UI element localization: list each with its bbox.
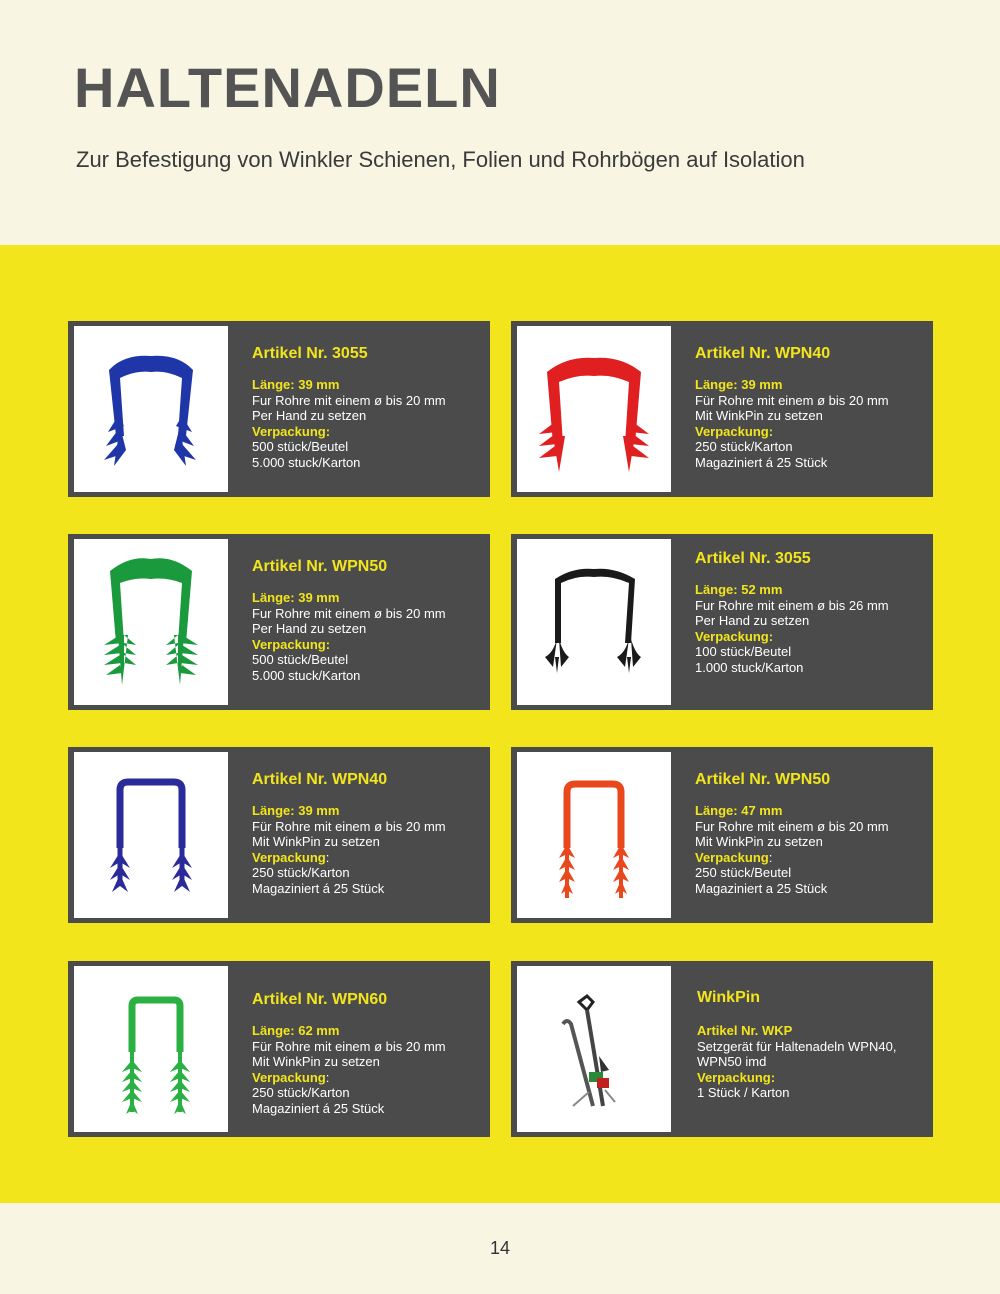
card-pack1: 250 stück/Karton <box>252 1085 350 1101</box>
blue-staple-icon <box>74 752 228 918</box>
card-pack-label: Verpackung: <box>695 423 774 439</box>
card-length: Länge: 52 mm <box>695 582 783 597</box>
page-number: 14 <box>489 1238 511 1258</box>
card-length: Länge: 39 mm <box>252 803 340 818</box>
card-pack2: 1.000 stuck/Karton <box>695 659 804 675</box>
card-pack2: 5.000 stuck/Karton <box>252 454 361 470</box>
card-line2: Mit WinkPin zu setzen <box>695 408 823 424</box>
card-heading: Artikel Nr. 3055 <box>695 550 811 567</box>
card-line2: Mit WinkPin zu setzen <box>252 1054 380 1070</box>
card-pack2: 5.000 stuck/Karton <box>252 667 361 683</box>
card-pack1: 500 stück/Beutel <box>252 652 349 668</box>
card-line2: Mit WinkPin zu setzen <box>695 834 823 850</box>
card-pack1: 1 Stück / Karton <box>697 1085 790 1101</box>
product-image <box>517 326 671 492</box>
card-line1: Fur Rohre mit einem ø bis 20 mm <box>252 392 446 408</box>
product-image <box>517 966 671 1132</box>
card-line1: Für Rohre mit einem ø bis 20 mm <box>252 1038 446 1054</box>
card-pack-label: Verpackung: <box>695 628 774 644</box>
card-pack2: Magaziniert á 25 Stück <box>695 454 828 470</box>
product-image <box>74 752 228 918</box>
card-heading: Artikel Nr. WPN60 <box>252 991 388 1008</box>
card-length: Länge: 39 mm <box>695 377 783 392</box>
product-card-3055-black <box>511 534 933 710</box>
green-staple-icon <box>74 966 228 1132</box>
card-pack-label: Verpackung <box>252 1069 326 1085</box>
card-pack1: 100 stück/Beutel <box>695 644 792 660</box>
page-title: HALTENADELN <box>74 56 501 119</box>
card-line1: Fur Rohre mit einem ø bis 20 mm <box>252 605 446 621</box>
card-length: Länge: 39 mm <box>252 377 340 392</box>
card-pack-label: Verpackung: <box>252 423 331 439</box>
card-pack-colon: : <box>768 849 773 865</box>
card-pack2: Magaziniert á 25 Stück <box>252 880 385 896</box>
card-length: Länge: 62 mm <box>252 1023 340 1038</box>
card-pack2: Magaziniert a 25 Stück <box>695 880 828 896</box>
card-heading: Artikel Nr. WPN50 <box>252 558 388 575</box>
black-clip-icon <box>517 539 671 705</box>
card-line1: Fur Rohre mit einem ø bis 20 mm <box>695 818 889 834</box>
green-clip-icon <box>74 539 228 705</box>
page-subtitle: Zur Befestigung von Winkler Schienen, Folien und Rohrbögen auf Isolation <box>76 147 805 172</box>
product-card-3055-blue <box>68 321 490 497</box>
card-length: Länge: 39 mm <box>252 590 340 605</box>
card-line1: Fur Rohre mit einem ø bis 26 mm <box>695 597 889 613</box>
card-pack-label: Verpackung <box>252 849 326 865</box>
card-pack1: 250 stück/Beutel <box>695 865 792 881</box>
product-image <box>74 966 228 1132</box>
card-pack1: 250 stück/Karton <box>695 439 793 455</box>
card-pack-colon: : <box>325 849 330 865</box>
product-image <box>517 752 671 918</box>
card-heading: Artikel Nr. WPN40 <box>695 345 831 362</box>
card-pack-colon: : <box>325 1069 330 1085</box>
card-pack-label: Verpackung <box>695 849 769 865</box>
card-pack2: Magaziniert á 25 Stück <box>252 1100 385 1116</box>
product-image <box>74 539 228 705</box>
product-image <box>74 326 228 492</box>
card-pack-label: Verpackung: <box>697 1069 776 1085</box>
product-card-winkpin <box>511 961 933 1137</box>
card-length: Länge: 47 mm <box>695 803 783 818</box>
card-line1: Für Rohre mit einem ø bis 20 mm <box>695 392 889 408</box>
red-clip-icon <box>517 326 671 492</box>
card-line2: Per Hand zu setzen <box>252 408 367 424</box>
product-card-wpn50-orange <box>511 747 933 923</box>
card-heading: Artikel Nr. WPN40 <box>252 771 388 788</box>
card-heading: WinkPin <box>697 989 760 1006</box>
blue-clip-icon <box>74 326 228 492</box>
card-line1: Setzgerät für Haltenadeln WPN40, WPN50 imd <box>697 1038 897 1070</box>
card-pack1: 500 stück/Beutel <box>252 439 349 455</box>
card-line2: Mit WinkPin zu setzen <box>252 834 380 850</box>
product-card-wpn50-green <box>68 534 490 710</box>
product-image <box>517 539 671 705</box>
product-card-wpn40-blue <box>68 747 490 923</box>
product-card-wpn40-red <box>511 321 933 497</box>
product-card-wpn60-green <box>68 961 490 1137</box>
card-pack1: 250 stück/Karton <box>252 865 350 881</box>
card-line2: Per Hand zu setzen <box>252 621 367 637</box>
orange-staple-icon <box>517 752 671 918</box>
card-heading: Artikel Nr. 3055 <box>252 345 368 362</box>
card-line1: Für Rohre mit einem ø bis 20 mm <box>252 818 446 834</box>
card-line2: Per Hand zu setzen <box>695 613 810 629</box>
card-heading: Artikel Nr. WPN50 <box>695 771 831 788</box>
card-article: Artikel Nr. WKP <box>697 1023 793 1038</box>
card-pack-label: Verpackung: <box>252 636 331 652</box>
winkpin-tool-icon <box>517 966 671 1132</box>
